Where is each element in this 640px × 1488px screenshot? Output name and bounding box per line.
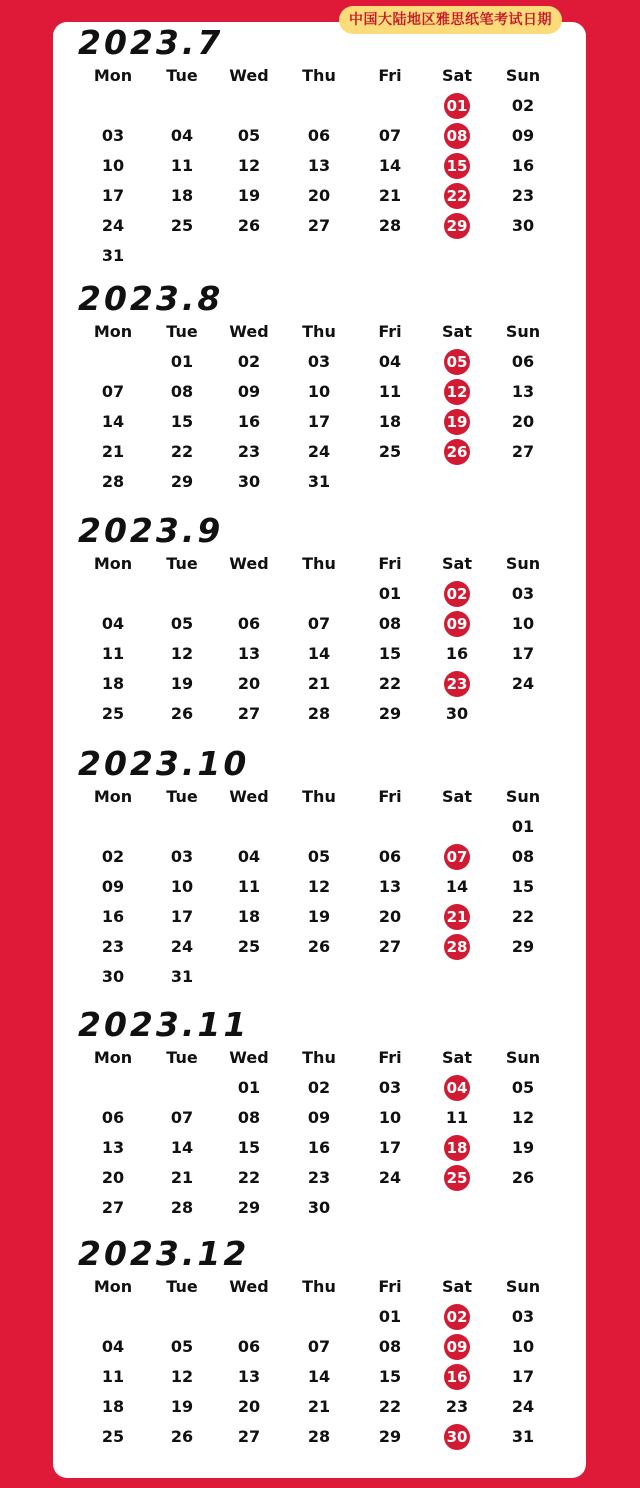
calendar-day: 06: [237, 1337, 261, 1356]
exam-date-marker: 23: [444, 671, 470, 697]
calendar-day: 05: [307, 847, 331, 866]
weekday-header: Tue: [166, 1277, 198, 1296]
calendar-day: 24: [101, 216, 125, 235]
exam-date-marker: 07: [444, 844, 470, 870]
calendar-day: 14: [445, 877, 469, 896]
calendar-day: 04: [378, 352, 402, 371]
weekday-header: Wed: [229, 1277, 269, 1296]
calendar-day: 30: [307, 1198, 331, 1217]
calendar-day: 21: [170, 1168, 194, 1187]
calendar-day: 10: [101, 156, 125, 175]
exam-date-marker: 01: [444, 93, 470, 119]
calendar-day: 28: [378, 216, 402, 235]
calendar-day: 29: [511, 937, 535, 956]
calendar-day: 04: [237, 847, 261, 866]
calendar-day: 27: [101, 1198, 125, 1217]
weekday-header: Sat: [442, 554, 472, 573]
calendar-day: 28: [307, 704, 331, 723]
calendar-day: 02: [307, 1078, 331, 1097]
calendar-day: 26: [170, 1427, 194, 1446]
calendar-day: 14: [307, 644, 331, 663]
weekday-header: Thu: [302, 787, 336, 806]
weekday-header: Thu: [302, 322, 336, 341]
calendar-day: 20: [307, 186, 331, 205]
exam-date-marker: 02: [444, 1304, 470, 1330]
calendar-day: 24: [511, 674, 535, 693]
calendar-day: 24: [307, 442, 331, 461]
calendar-day: 07: [101, 382, 125, 401]
exam-date-marker: 08: [444, 123, 470, 149]
calendar-day: 29: [170, 472, 194, 491]
calendar-day: 22: [378, 1397, 402, 1416]
calendar-day: 23: [101, 937, 125, 956]
calendar-day: 08: [511, 847, 535, 866]
calendar-day: 04: [101, 614, 125, 633]
weekday-header: Mon: [93, 554, 133, 573]
calendar-day: 06: [101, 1108, 125, 1127]
calendar-day: 26: [170, 704, 194, 723]
calendar-day: 11: [445, 1108, 469, 1127]
weekday-header: Sun: [505, 1277, 541, 1296]
calendar-day: 12: [170, 1367, 194, 1386]
exam-date-marker: 15: [444, 153, 470, 179]
calendar-day: 18: [101, 674, 125, 693]
calendar-day: 13: [307, 156, 331, 175]
calendar-day: 16: [237, 412, 261, 431]
calendar-day: 20: [101, 1168, 125, 1187]
calendar-day: 11: [101, 1367, 125, 1386]
exam-dates-badge: 中国大陆地区雅思纸笔考试日期: [339, 6, 562, 34]
calendar-day: 11: [378, 382, 402, 401]
weekday-header: Wed: [229, 554, 269, 573]
calendar-day: 29: [378, 1427, 402, 1446]
calendar-day: 20: [378, 907, 402, 926]
weekday-header: Fri: [378, 66, 402, 85]
calendar-day: 08: [237, 1108, 261, 1127]
weekday-header: Thu: [302, 66, 336, 85]
calendar-day: 23: [237, 442, 261, 461]
calendar-day: 28: [307, 1427, 331, 1446]
exam-date-marker: 09: [444, 1334, 470, 1360]
calendar-day: 27: [511, 442, 535, 461]
calendar-day: 01: [170, 352, 194, 371]
calendar-day: 06: [307, 126, 331, 145]
weekday-header: Sun: [505, 787, 541, 806]
calendar-day: 08: [378, 614, 402, 633]
calendar-day: 03: [378, 1078, 402, 1097]
calendar-day: 03: [170, 847, 194, 866]
calendar-day: 16: [511, 156, 535, 175]
exam-date-marker: 22: [444, 183, 470, 209]
exam-date-marker: 28: [444, 934, 470, 960]
weekday-header: Wed: [229, 1048, 269, 1067]
calendar-day: 25: [101, 704, 125, 723]
weekday-header: Tue: [166, 787, 198, 806]
weekday-header: Sat: [442, 66, 472, 85]
calendar-day: 30: [237, 472, 261, 491]
exam-date-marker: 30: [444, 1424, 470, 1450]
weekday-header: Sun: [505, 322, 541, 341]
calendar-day: 03: [307, 352, 331, 371]
weekday-header: Mon: [93, 322, 133, 341]
calendar-day: 24: [170, 937, 194, 956]
calendar-day: 27: [307, 216, 331, 235]
calendar-day: 25: [237, 937, 261, 956]
weekday-header: Thu: [302, 1277, 336, 1296]
calendar-day: 30: [445, 704, 469, 723]
calendar-day: 19: [170, 1397, 194, 1416]
calendar-day: 27: [237, 704, 261, 723]
weekday-header: Sat: [442, 1277, 472, 1296]
calendar-day: 10: [307, 382, 331, 401]
exam-date-marker: 29: [444, 213, 470, 239]
month-title: 2023.10: [78, 744, 250, 783]
weekday-header: Tue: [166, 322, 198, 341]
exam-date-marker: 26: [444, 439, 470, 465]
calendar-day: 03: [511, 1307, 535, 1326]
calendar-day: 18: [101, 1397, 125, 1416]
calendar-day: 16: [445, 644, 469, 663]
exam-date-marker: 12: [444, 379, 470, 405]
exam-date-marker: 25: [444, 1165, 470, 1191]
calendar-day: 10: [378, 1108, 402, 1127]
calendar-day: 29: [378, 704, 402, 723]
calendar-day: 04: [101, 1337, 125, 1356]
weekday-header: Mon: [93, 787, 133, 806]
weekday-header: Mon: [93, 66, 133, 85]
calendar-day: 19: [307, 907, 331, 926]
calendar-day: 11: [237, 877, 261, 896]
calendar-day: 08: [170, 382, 194, 401]
exam-date-marker: 21: [444, 904, 470, 930]
calendar-day: 26: [307, 937, 331, 956]
calendar-day: 01: [378, 1307, 402, 1326]
exam-date-marker: 19: [444, 409, 470, 435]
calendar-day: 13: [237, 644, 261, 663]
calendar-day: 07: [307, 614, 331, 633]
calendar-day: 14: [307, 1367, 331, 1386]
month-title: 2023.9: [78, 511, 224, 550]
calendar-day: 05: [170, 1337, 194, 1356]
calendar-day: 22: [237, 1168, 261, 1187]
month-title: 2023.7: [78, 23, 224, 62]
exam-date-marker: 16: [444, 1364, 470, 1390]
weekday-header: Tue: [166, 1048, 198, 1067]
calendar-day: 13: [378, 877, 402, 896]
calendar-day: 01: [237, 1078, 261, 1097]
calendar-day: 31: [101, 246, 125, 265]
calendar-day: 23: [511, 186, 535, 205]
calendar-day: 12: [307, 877, 331, 896]
calendar-day: 06: [378, 847, 402, 866]
calendar-day: 18: [237, 907, 261, 926]
weekday-header: Sun: [505, 554, 541, 573]
calendar-day: 26: [511, 1168, 535, 1187]
weekday-header: Wed: [229, 66, 269, 85]
calendar-day: 25: [101, 1427, 125, 1446]
calendar-day: 22: [511, 907, 535, 926]
calendar-day: 29: [237, 1198, 261, 1217]
weekday-header: Fri: [378, 1277, 402, 1296]
calendar-day: 22: [378, 674, 402, 693]
calendar-day: 31: [170, 967, 194, 986]
calendar-day: 09: [101, 877, 125, 896]
weekday-header: Tue: [166, 66, 198, 85]
calendar-day: 16: [307, 1138, 331, 1157]
calendar-day: 27: [237, 1427, 261, 1446]
calendar-day: 17: [101, 186, 125, 205]
calendar-day: 11: [170, 156, 194, 175]
exam-date-marker: 18: [444, 1135, 470, 1161]
calendar-day: 05: [237, 126, 261, 145]
calendar-day: 01: [511, 817, 535, 836]
calendar-day: 07: [378, 126, 402, 145]
calendar-day: 25: [170, 216, 194, 235]
weekday-header: Thu: [302, 554, 336, 573]
exam-date-marker: 04: [444, 1075, 470, 1101]
calendar-day: 23: [307, 1168, 331, 1187]
calendar-day: 03: [101, 126, 125, 145]
calendar-day: 17: [511, 644, 535, 663]
calendar-day: 15: [378, 644, 402, 663]
calendar-day: 04: [170, 126, 194, 145]
calendar-day: 02: [101, 847, 125, 866]
weekday-header: Wed: [229, 322, 269, 341]
calendar-day: 14: [378, 156, 402, 175]
calendar-day: 21: [307, 1397, 331, 1416]
calendar-day: 16: [101, 907, 125, 926]
calendar-day: 31: [511, 1427, 535, 1446]
calendar-day: 19: [511, 1138, 535, 1157]
calendar-day: 12: [511, 1108, 535, 1127]
weekday-header: Fri: [378, 787, 402, 806]
calendar-day: 17: [378, 1138, 402, 1157]
weekday-header: Sat: [442, 1048, 472, 1067]
calendar-day: 06: [511, 352, 535, 371]
calendar-day: 30: [101, 967, 125, 986]
calendar-day: 25: [378, 442, 402, 461]
calendar-day: 17: [511, 1367, 535, 1386]
calendar-day: 23: [445, 1397, 469, 1416]
calendar-day: 28: [101, 472, 125, 491]
calendar-day: 14: [170, 1138, 194, 1157]
calendar-day: 20: [511, 412, 535, 431]
calendar-day: 21: [378, 186, 402, 205]
calendar-day: 15: [378, 1367, 402, 1386]
calendar-day: 13: [101, 1138, 125, 1157]
calendar-day: 15: [237, 1138, 261, 1157]
calendar-day: 17: [307, 412, 331, 431]
weekday-header: Mon: [93, 1277, 133, 1296]
calendar-day: 07: [170, 1108, 194, 1127]
calendar-day: 20: [237, 674, 261, 693]
weekday-header: Fri: [378, 1048, 402, 1067]
weekday-header: Sun: [505, 1048, 541, 1067]
calendar-day: 15: [170, 412, 194, 431]
calendar-day: 30: [511, 216, 535, 235]
calendar-day: 05: [511, 1078, 535, 1097]
calendar-day: 24: [378, 1168, 402, 1187]
calendar-day: 28: [170, 1198, 194, 1217]
calendar-day: 08: [378, 1337, 402, 1356]
calendar-day: 22: [170, 442, 194, 461]
weekday-header: Wed: [229, 787, 269, 806]
calendar-day: 13: [511, 382, 535, 401]
calendar-day: 09: [237, 382, 261, 401]
weekday-header: Mon: [93, 1048, 133, 1067]
weekday-header: Fri: [378, 554, 402, 573]
calendar-day: 13: [237, 1367, 261, 1386]
calendar-day: 11: [101, 644, 125, 663]
calendar-day: 06: [237, 614, 261, 633]
calendar-day: 27: [378, 937, 402, 956]
calendar-day: 09: [511, 126, 535, 145]
weekday-header: Thu: [302, 1048, 336, 1067]
calendar-day: 19: [237, 186, 261, 205]
calendar-day: 02: [511, 96, 535, 115]
calendar-day: 21: [101, 442, 125, 461]
calendar-day: 10: [511, 614, 535, 633]
calendar-day: 01: [378, 584, 402, 603]
calendar-day: 17: [170, 907, 194, 926]
exam-date-marker: 02: [444, 581, 470, 607]
calendar-day: 14: [101, 412, 125, 431]
exam-date-marker: 05: [444, 349, 470, 375]
weekday-header: Fri: [378, 322, 402, 341]
calendar-day: 10: [511, 1337, 535, 1356]
calendar-day: 03: [511, 584, 535, 603]
calendar-day: 12: [170, 644, 194, 663]
calendar-day: 10: [170, 877, 194, 896]
weekday-header: Tue: [166, 554, 198, 573]
month-title: 2023.12: [78, 1234, 250, 1273]
calendar-day: 05: [170, 614, 194, 633]
calendar-day: 24: [511, 1397, 535, 1416]
calendar-day: 18: [378, 412, 402, 431]
month-title: 2023.11: [78, 1005, 250, 1044]
calendar-day: 20: [237, 1397, 261, 1416]
calendar-day: 31: [307, 472, 331, 491]
calendar-day: 18: [170, 186, 194, 205]
calendar-day: 19: [170, 674, 194, 693]
exam-date-marker: 09: [444, 611, 470, 637]
calendar-day: 15: [511, 877, 535, 896]
calendar-day: 12: [237, 156, 261, 175]
calendar-day: 26: [237, 216, 261, 235]
calendar-day: 07: [307, 1337, 331, 1356]
month-title: 2023.8: [78, 279, 224, 318]
weekday-header: Sat: [442, 787, 472, 806]
weekday-header: Sat: [442, 322, 472, 341]
calendar-day: 09: [307, 1108, 331, 1127]
calendar-day: 02: [237, 352, 261, 371]
calendar-day: 21: [307, 674, 331, 693]
weekday-header: Sun: [505, 66, 541, 85]
